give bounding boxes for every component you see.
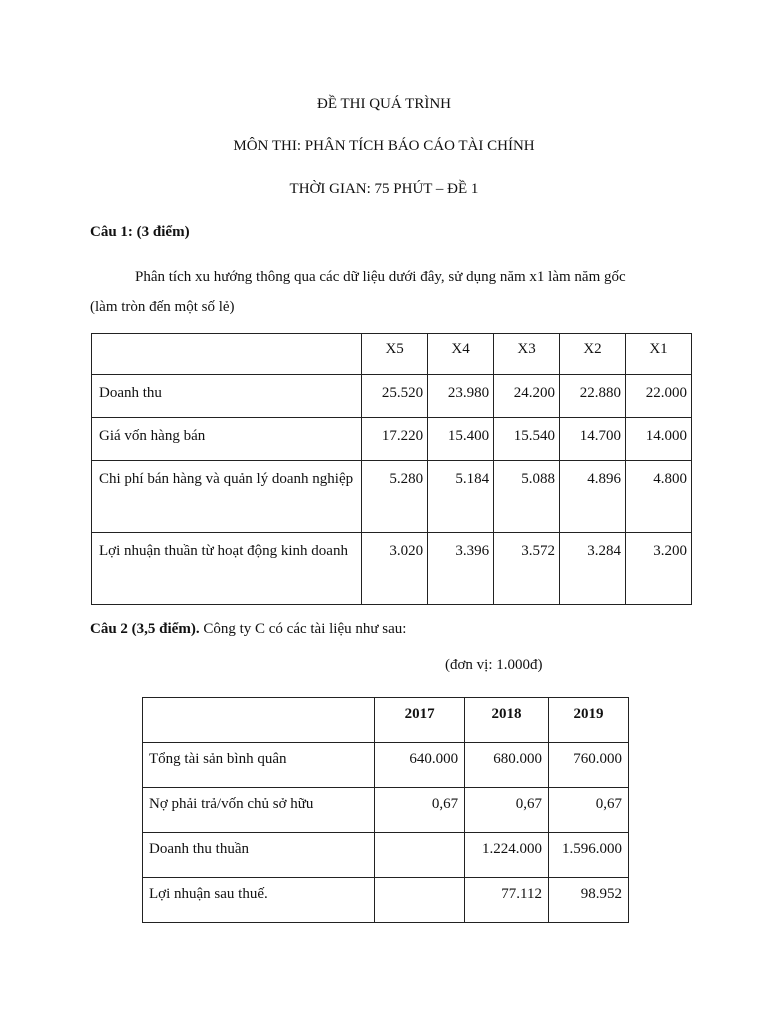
table-cell: 22.000 [625, 375, 691, 418]
table-row [143, 878, 629, 923]
company-data-table [142, 697, 629, 923]
question-1-text-line2: (làm tròn đến một số lẻ) [90, 299, 235, 315]
table-header-empty [92, 334, 362, 375]
table-row [143, 833, 629, 878]
row-label: Lợi nhuận sau thuế. [143, 878, 375, 923]
table-cell: 640.000 [375, 743, 465, 788]
table-cell: 17.220 [362, 418, 428, 461]
table-cell: 15.540 [494, 418, 560, 461]
table-cell: 0,67 [549, 788, 629, 833]
table-cell: 4.896 [560, 461, 626, 533]
table-cell: 24.200 [494, 375, 560, 418]
table-cell: 3.572 [494, 533, 560, 605]
subject-title: MÔN THI: PHÂN TÍCH BÁO CÁO TÀI CHÍNH [233, 138, 535, 154]
table-cell: 23.980 [428, 375, 494, 418]
question-1-title: Câu 1: (3 điểm) [90, 224, 190, 240]
table-row [92, 375, 692, 418]
col-header: X3 [494, 334, 560, 375]
table-cell: 760.000 [549, 743, 629, 788]
table-cell: 15.400 [428, 418, 494, 461]
col-header: 2017 [375, 698, 465, 743]
table-cell: 0,67 [465, 788, 549, 833]
row-label: Doanh thu thuần [143, 833, 375, 878]
table-cell: 3.284 [560, 533, 626, 605]
row-label: Nợ phải trả/vốn chủ sở hữu [143, 788, 375, 833]
col-header: X2 [560, 334, 626, 375]
question-1-text-line1: Phân tích xu hướng thông qua các dữ liệu dưới đây, sử dụng năm x1 làm năm gốc [135, 269, 626, 285]
table-row [92, 461, 692, 533]
table-cell: 22.880 [560, 375, 626, 418]
table-header-row [92, 334, 692, 375]
table-cell: 98.952 [549, 878, 629, 923]
table-row [143, 743, 629, 788]
table-cell: 1.224.000 [465, 833, 549, 878]
table-cell: 14.700 [560, 418, 626, 461]
table-cell: 77.112 [465, 878, 549, 923]
row-label: Doanh thu [92, 375, 362, 418]
col-header: X5 [362, 334, 428, 375]
col-header: 2018 [465, 698, 549, 743]
table-header-empty [143, 698, 375, 743]
table-cell: 4.800 [625, 461, 691, 533]
table-cell: 5.280 [362, 461, 428, 533]
table-cell: 5.184 [428, 461, 494, 533]
trend-data-table [91, 333, 692, 605]
row-label: Tổng tài sản bình quân [143, 743, 375, 788]
row-label: Chi phí bán hàng và quản lý doanh nghiệp [92, 461, 362, 533]
table-cell: 3.200 [625, 533, 691, 605]
table-row [143, 788, 629, 833]
table-cell: 680.000 [465, 743, 549, 788]
table-cell [375, 878, 465, 923]
col-header: X1 [625, 334, 691, 375]
table-cell: 14.000 [625, 418, 691, 461]
table-cell: 5.088 [494, 461, 560, 533]
table-cell: 3.020 [362, 533, 428, 605]
row-label: Lợi nhuận thuần từ hoạt động kinh doanh [92, 533, 362, 605]
table-row [92, 533, 692, 605]
question-2-title-rest: Công ty C có các tài liệu như sau: [199, 621, 407, 637]
table-cell: 1.596.000 [549, 833, 629, 878]
table-row [92, 418, 692, 461]
table-cell: 0,67 [375, 788, 465, 833]
col-header: 2019 [549, 698, 629, 743]
question-1-text [90, 262, 690, 322]
unit-note: (đơn vị: 1.000đ) [445, 657, 543, 673]
table-header-row [143, 698, 629, 743]
row-label: Giá vốn hàng bán [92, 418, 362, 461]
table-cell [375, 833, 465, 878]
question-2-title-bold: Câu 2 (3,5 điểm). [90, 621, 200, 637]
table-cell: 25.520 [362, 375, 428, 418]
time-title: THỜI GIAN: 75 PHÚT – ĐỀ 1 [289, 181, 479, 197]
exam-title: ĐỀ THI QUÁ TRÌNH [316, 96, 452, 112]
question-2-title [90, 620, 406, 638]
table-cell: 3.396 [428, 533, 494, 605]
col-header: X4 [428, 334, 494, 375]
